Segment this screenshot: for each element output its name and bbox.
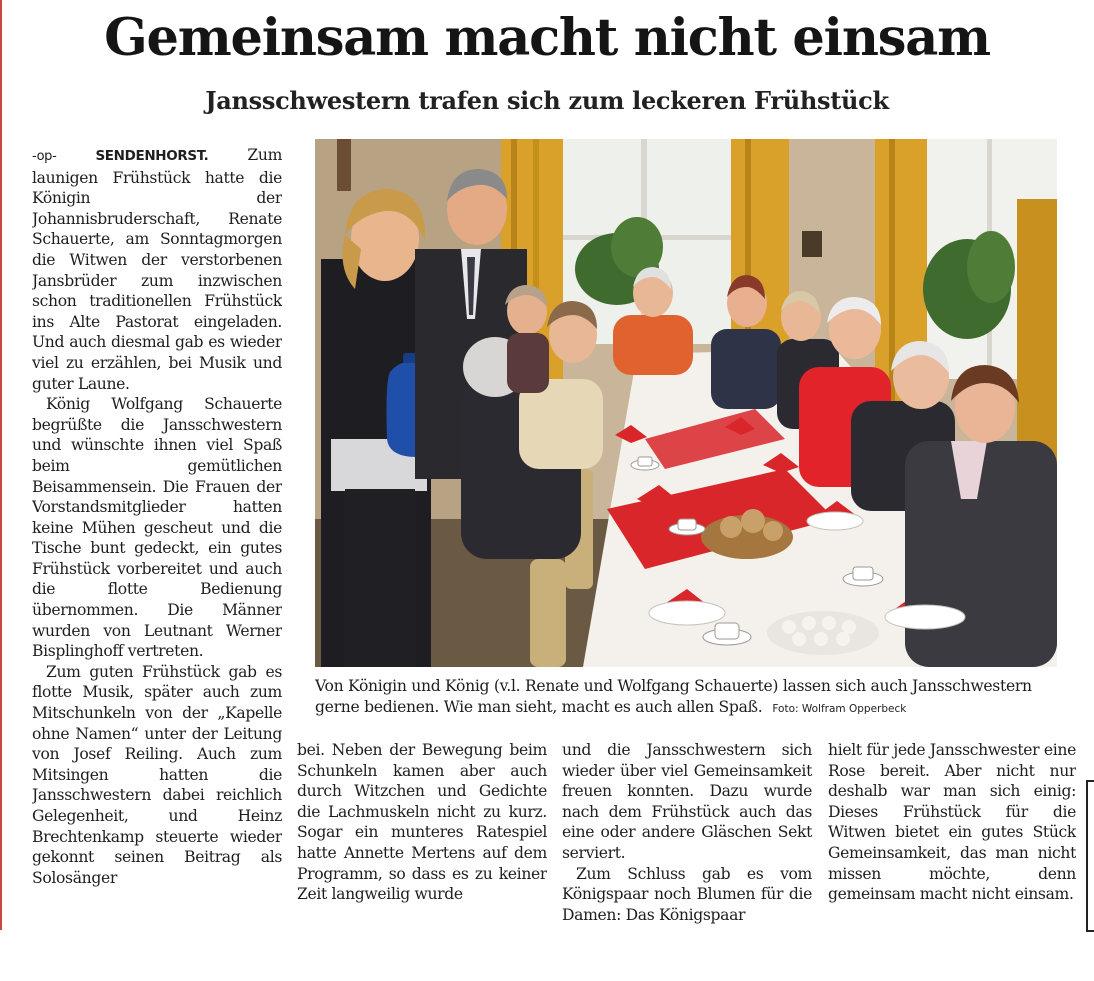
article-column-2: [297, 740, 547, 932]
column-3-paragraph-1: und die Jansschwestern sich wieder über viel Gemeinsamkeit freuen konnten. Dazu wurde nach dem Frühstück auch das eine oder andere Gläschen Sekt serviert.: [562, 741, 812, 862]
photo-caption: [315, 676, 1060, 720]
left-margin-rule: [0, 0, 2, 930]
photo-credit: Foto: Wolfram Opperbeck: [772, 703, 907, 715]
subheadline: Jansschwestern trafen sich zum leckeren Frühstück: [205, 86, 889, 115]
paragraph-1: [32, 145, 282, 394]
article-column-1: [32, 145, 282, 930]
author-signature: -op-: [32, 149, 57, 164]
dateline-place: SENDENHORST.: [95, 148, 209, 164]
breakfast-photo-illustration: [315, 139, 1057, 667]
paragraph-2: König Wolfgang Schauerte begrüßte die Jansschwestern und wünschte ihnen viel Spaß beim gemütlichen Beisammensein. Die Frauen der Vorstandsmitglieder hatten keine Mühen gescheut und die Tische bunt gedeckt, ein gutes Frühstück vorbereitet und auch die flotte Bedienung übernommen. Die Männer wurden von Leutnant Werner Bisplinghoff vertreten.: [32, 395, 282, 661]
paragraph-1-text: Zum launigen Frühstück hatte die Königin der Johannisbruderschaft, Renate Schauerte, am Sonntagmorgen die Witwen der verstorbenen Jansbrüder zum inzwischen schon traditionellen Frühstück ins Alte Pastorat eingeladen. Und auch diesmal gab es wieder viel zu erzählen, bei Musik und guter Laune.: [32, 146, 282, 393]
article-column-3: [562, 740, 812, 932]
article-column-4: [828, 740, 1076, 932]
adjacent-article-border: [1086, 780, 1094, 932]
caption-text: Von Königin und König (v.l. Renate und Wolfgang Schauerte) lassen sich auch Jansschwestern gerne bedienen. Wie man sieht, macht es auch allen Spaß.: [315, 677, 1032, 716]
column-3-paragraph-2: Zum Schluss gab es vom Königspaar noch Blumen für die Damen: Das Königspaar: [562, 864, 812, 924]
headline: Gemeinsam macht nicht einsam: [104, 8, 990, 68]
column-4-text: hielt für jede Jansschwester eine Rose bereit. Aber nicht nur deshalb war man sich einig: Dieses Frühstück für die Witwen bietet ein gutes Stück Gemeinsamkeit, das man nicht missen möchte, denn gemeinsam macht nicht einsam.: [828, 741, 1076, 904]
column-2-text: bei. Neben der Bewegung beim Schunkeln kamen aber auch durch Witzchen und Gedichte die Lachmuskeln nicht zu kurz. Sogar ein munteres Ratespiel hatte Annette Mertens auf dem Programm, so dass es zu keiner Zeit langweilig wurde: [297, 741, 547, 904]
paragraph-3: Zum guten Frühstück gab es flotte Musik, später auch zum Mitschunkeln von der „Kapelle ohne Namen“ unter der Leitung von Josef Reiling. Auch zum Mitsingen hatten die Jansschwestern dabei reichlich Gelegenheit, und Heinz Brechtenkamp steuerte wieder gekonnt seinen Beitrag als Solosänger: [32, 662, 282, 887]
article-photo: [315, 139, 1057, 667]
